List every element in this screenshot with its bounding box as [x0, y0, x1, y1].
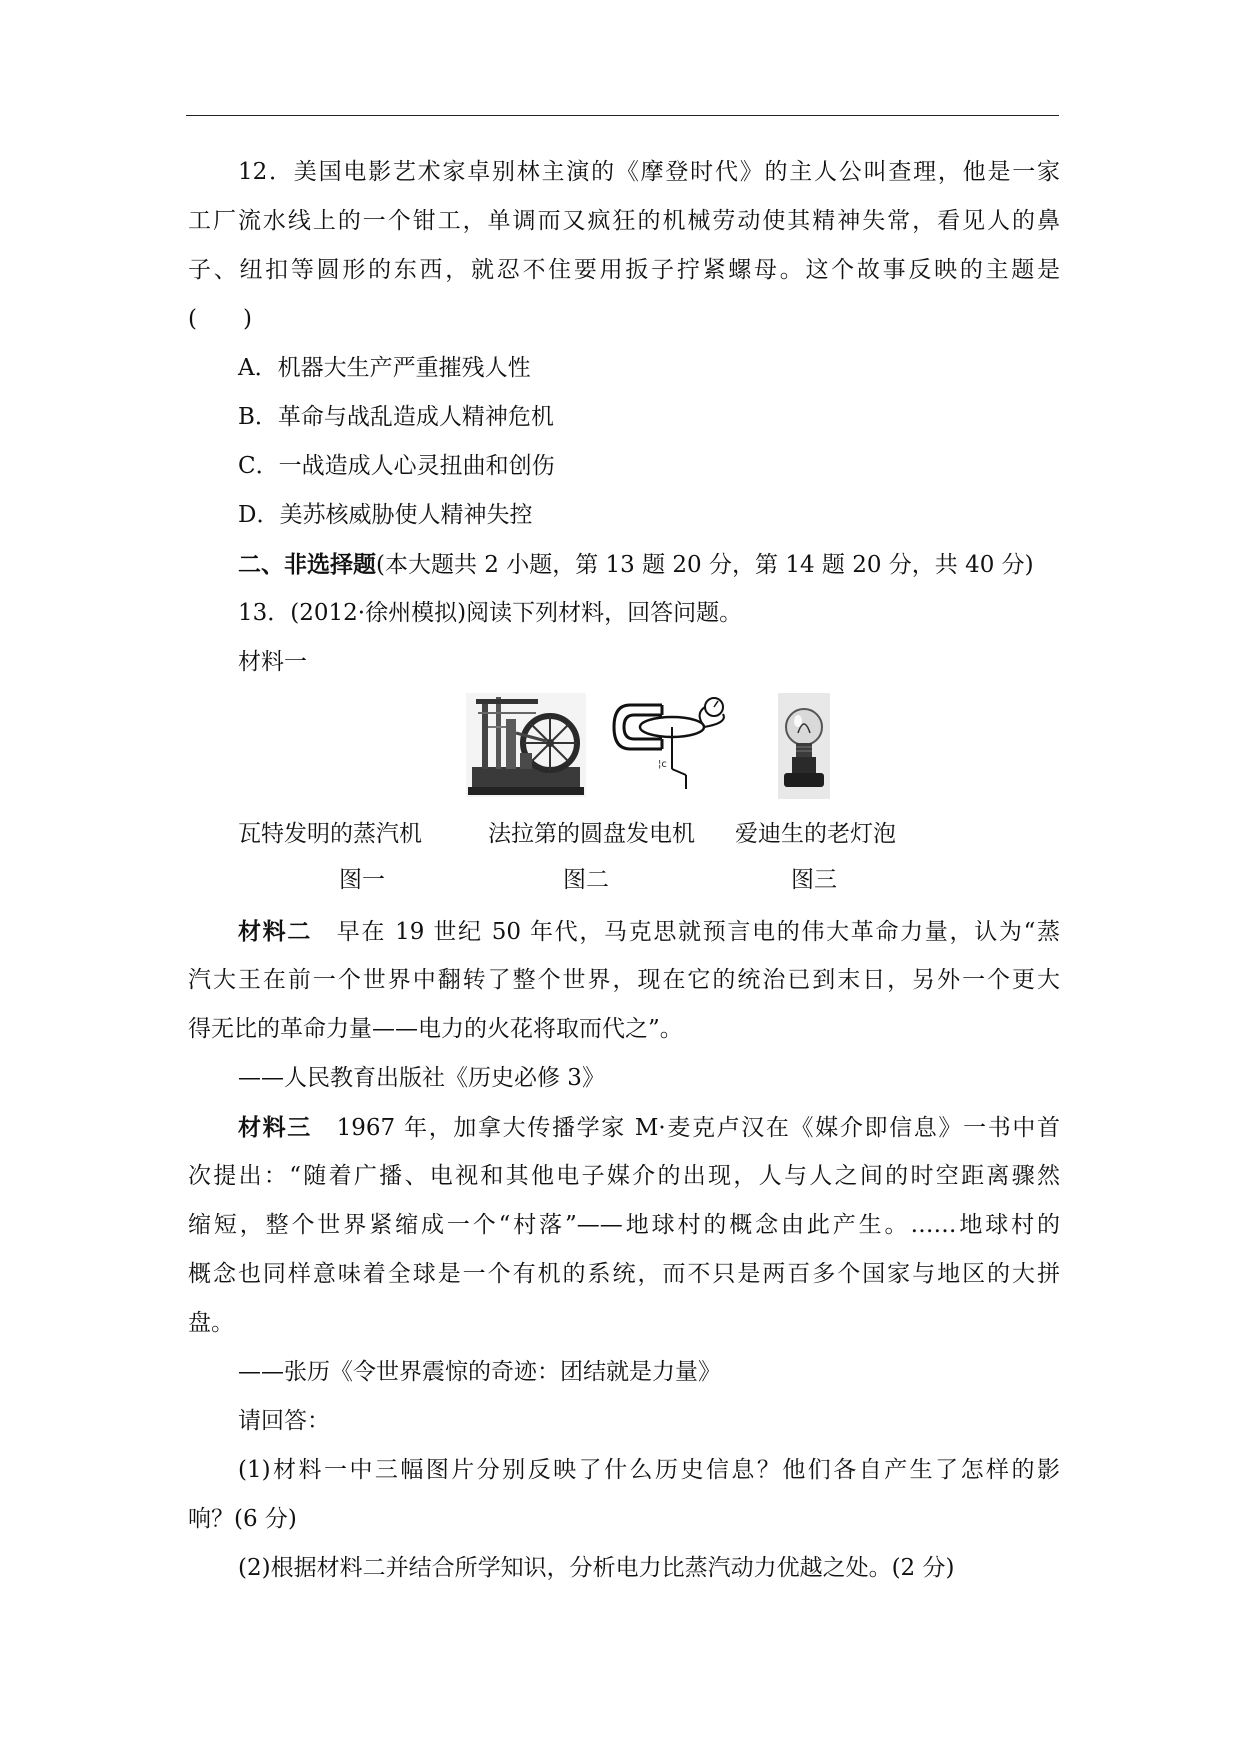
section-2-title: 二、非选择题 — [238, 551, 376, 578]
q12-stem-line-2: 工厂流水线上的一个钳工，单调而又疯狂的机械劳动使其精神失常，看见人的鼻 — [188, 208, 1060, 234]
material-2-line-2: 汽大王在前一个世界中翻转了整个世界，现在它的统治已到末日，另外一个更大 — [188, 967, 1060, 993]
light-bulb-image — [778, 693, 830, 799]
material-3-label: 材料三 — [238, 1114, 312, 1141]
sub-question-2: (2)根据材料二并结合所学知识，分析电力比蒸汽动力优越之处。(2 分) — [238, 1555, 955, 1581]
q12-stem-line-3: 子、纽扣等圆形的东西，就忍不住要用扳子拧紧螺母。这个故事反映的主题是 — [188, 257, 1060, 283]
material-3-line-4: 概念也同样意味着全球是一个有机的系统，而不只是两百多个国家与地区的大拼 — [188, 1261, 1060, 1287]
q12-stem-line-1: 12．美国电影艺术家卓别林主演的《摩登时代》的主人公叫查理，他是一家 — [238, 159, 1060, 185]
svg-text:¦c: ¦c — [658, 759, 667, 770]
caption-light-bulb: 爱迪生的老灯泡 — [735, 821, 896, 847]
q12-option-b: B．革命与战乱造成人精神危机 — [238, 404, 554, 430]
q12-answer-bracket: ( ) — [188, 306, 252, 332]
q12-option-c: C．一战造成人心灵扭曲和创伤 — [238, 453, 555, 479]
answer-prompt: 请回答： — [238, 1408, 330, 1434]
sub-question-1-line-2: 响？(6 分) — [188, 1506, 297, 1532]
material-3-line-5: 盘。 — [188, 1310, 234, 1336]
sub-question-1-line-1: (1)材料一中三幅图片分别反映了什么历史信息？他们各自产生了怎样的影 — [238, 1457, 1060, 1483]
material-2-label: 材料二 — [238, 918, 313, 945]
q12-option-a: A．机器大生产严重摧残人性 — [238, 355, 531, 381]
question-12 — [188, 148, 1060, 540]
figure-captions — [188, 811, 1060, 857]
material-2-line-3: 得无比的革命力量——电力的火花将取而代之”。 — [188, 1016, 683, 1042]
material-3-text-1: 1967 年，加拿大传播学家 M·麦克卢汉在《媒介即信息》一书中首 — [336, 1115, 1060, 1141]
material-3-line-1 — [188, 1103, 1060, 1152]
material-2-source: ——人民教育出版社《历史必修 3》 — [238, 1065, 605, 1091]
page-content — [188, 148, 1060, 1593]
caption-steam-engine: 瓦特发明的蒸汽机 — [238, 821, 422, 847]
q13-intro-pre: 13．(2012· — [238, 600, 366, 626]
section-2-note: (本大题共 2 小题，第 13 题 20 分，第 14 题 20 分，共 40 分) — [376, 552, 1034, 578]
material-3-line-3: 缩短，整个世界紧缩成一个“村落”——地球村的概念由此产生。……地球村的 — [188, 1212, 1060, 1238]
material-3-line-2: 次提出：“随着广播、电视和其他电子媒介的出现，人与人之间的时空距离骤然 — [188, 1163, 1060, 1189]
q13-intro — [188, 589, 1060, 638]
q13-intro-place: 徐州模拟 — [365, 600, 458, 626]
material-2-line-1 — [188, 907, 1060, 956]
material-2 — [188, 907, 1060, 1103]
steam-engine-image — [466, 693, 586, 797]
caption-disc-generator: 法拉第的圆盘发电机 — [488, 821, 695, 847]
material-3-source: ——张历《令世界震惊的奇迹：团结就是力量》 — [238, 1359, 721, 1385]
figure-number-3: 图三 — [791, 867, 837, 893]
figure-number-1: 图一 — [339, 867, 385, 893]
material-3 — [188, 1103, 1060, 1397]
material-1-label: 材料一 — [238, 649, 307, 675]
figure-numbers — [188, 857, 1060, 903]
material-1-figures — [188, 693, 1060, 811]
section-2-heading — [188, 540, 1060, 589]
disc-generator-image — [610, 693, 734, 793]
figure-number-2: 图二 — [563, 867, 609, 893]
q13-intro-post: )阅读下列材料，回答问题。 — [457, 600, 743, 626]
material-2-text-1: 早在 19 世纪 50 年代，马克思就预言电的伟大革命力量，认为“蒸 — [336, 919, 1060, 945]
header-rule — [186, 115, 1059, 116]
q12-option-d: D．美苏核威胁使人精神失控 — [238, 502, 533, 528]
